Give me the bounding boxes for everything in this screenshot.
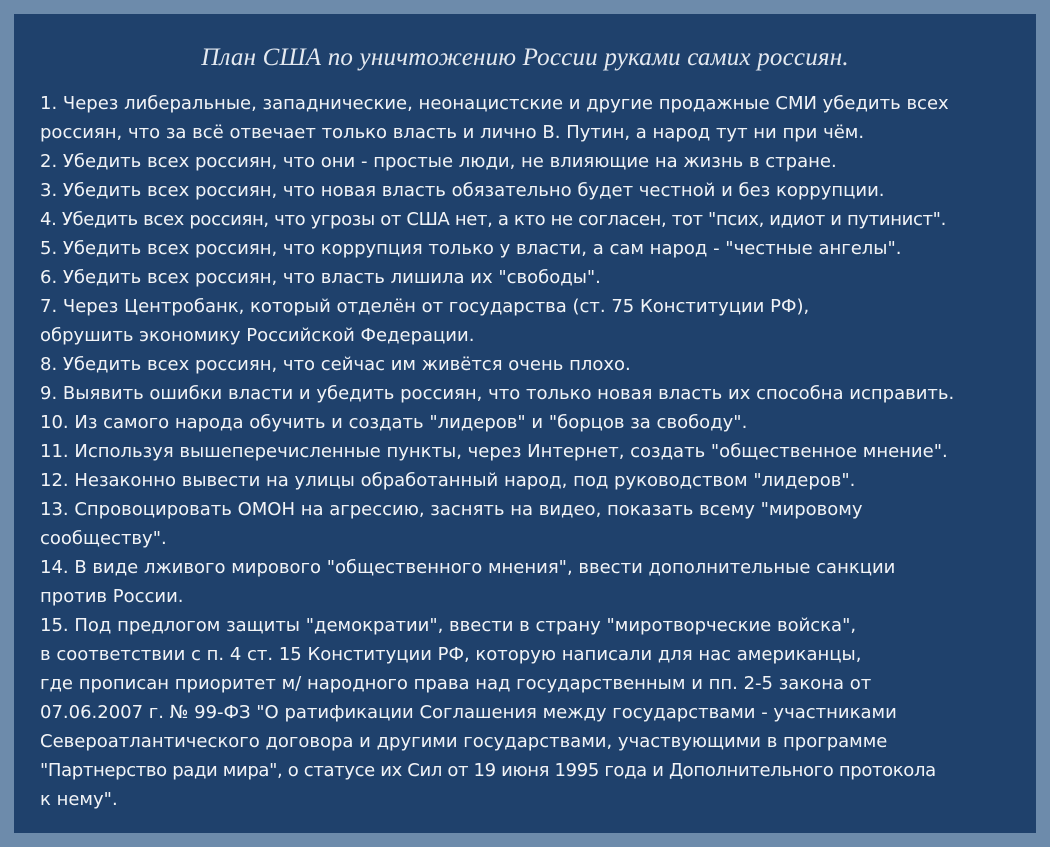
text-line: Североатлантического договора и другими государствами, участвующими в программе [40, 731, 888, 752]
document-body [40, 89, 1030, 814]
text-line: в соответствии с п. 4 ст. 15 Конституции РФ, которую написали для нас американцы, [40, 644, 862, 665]
text-line: 10. Из самого народа обучить и создать "лидеров" и "борцов за свободу". [40, 412, 748, 433]
text-line: 1. Через либеральные, западнические, неонацистские и другие продажные СМИ убедить всех [40, 93, 949, 114]
text-line: сообществу". [40, 528, 167, 549]
text-line: 12. Незаконно вывести на улицы обработанный народ, под руководством "лидеров". [40, 470, 856, 491]
text-line: 5. Убедить всех россиян, что коррупция только у власти, а сам народ - "честные ангелы". [40, 238, 902, 259]
document-title: План США по уничтожению России руками самих россиян. [201, 44, 849, 71]
text-line: 8. Убедить всех россиян, что сейчас им живётся очень плохо. [40, 354, 631, 375]
text-line: 07.06.2007 г. № 99-ФЗ "О ратификации Соглашения между государствами - участниками [40, 702, 897, 723]
text-line: 13. Спровоцировать ОМОН на агрессию, заснять на видео, показать всему "мировому [40, 499, 863, 520]
text-line: к нему". [40, 789, 118, 810]
text-line: 11. Используя вышеперечисленные пункты, через Интернет, создать "общественное мнение". [40, 441, 948, 462]
text-line: 3. Убедить всех россиян, что новая власть обязательно будет честной и без коррупции. [40, 180, 885, 201]
text-line: 7. Через Центробанк, который отделён от государства (ст. 75 Конституции РФ), [40, 296, 810, 317]
text-line: "Партнерство ради мира", о статусе их Сил от 19 июня 1995 года и Дополнительного протокола [40, 760, 936, 781]
text-line: где прописан приоритет м/ народного права над государственным и пп. 2-5 закона от [40, 673, 872, 694]
text-line: против России. [40, 586, 184, 607]
text-line: 14. В виде лживого мирового "общественного мнения", ввести дополнительные санкции [40, 557, 896, 578]
text-line: обрушить экономику Российской Федерации. [40, 325, 475, 346]
text-line: россиян, что за всё отвечает только власть и лично В. Путин, а народ тут ни при чём. [40, 122, 865, 143]
text-line: 2. Убедить всех россиян, что они - простые люди, не влияющие на жизнь в стране. [40, 151, 837, 172]
text-line: 4. Убедить всех россиян, что угрозы от США нет, а кто не согласен, тот "псих, идиот и путинист". [40, 209, 946, 230]
text-line: 15. Под предлогом защиты "демократии", ввести в страну "миротворческие войска", [40, 615, 857, 636]
text-line: 6. Убедить всех россиян, что власть лишила их "свободы". [40, 267, 601, 288]
document-panel [14, 14, 1036, 833]
text-line: 9. Выявить ошибки власти и убедить россиян, что только новая власть их способна исправить. [40, 383, 955, 404]
